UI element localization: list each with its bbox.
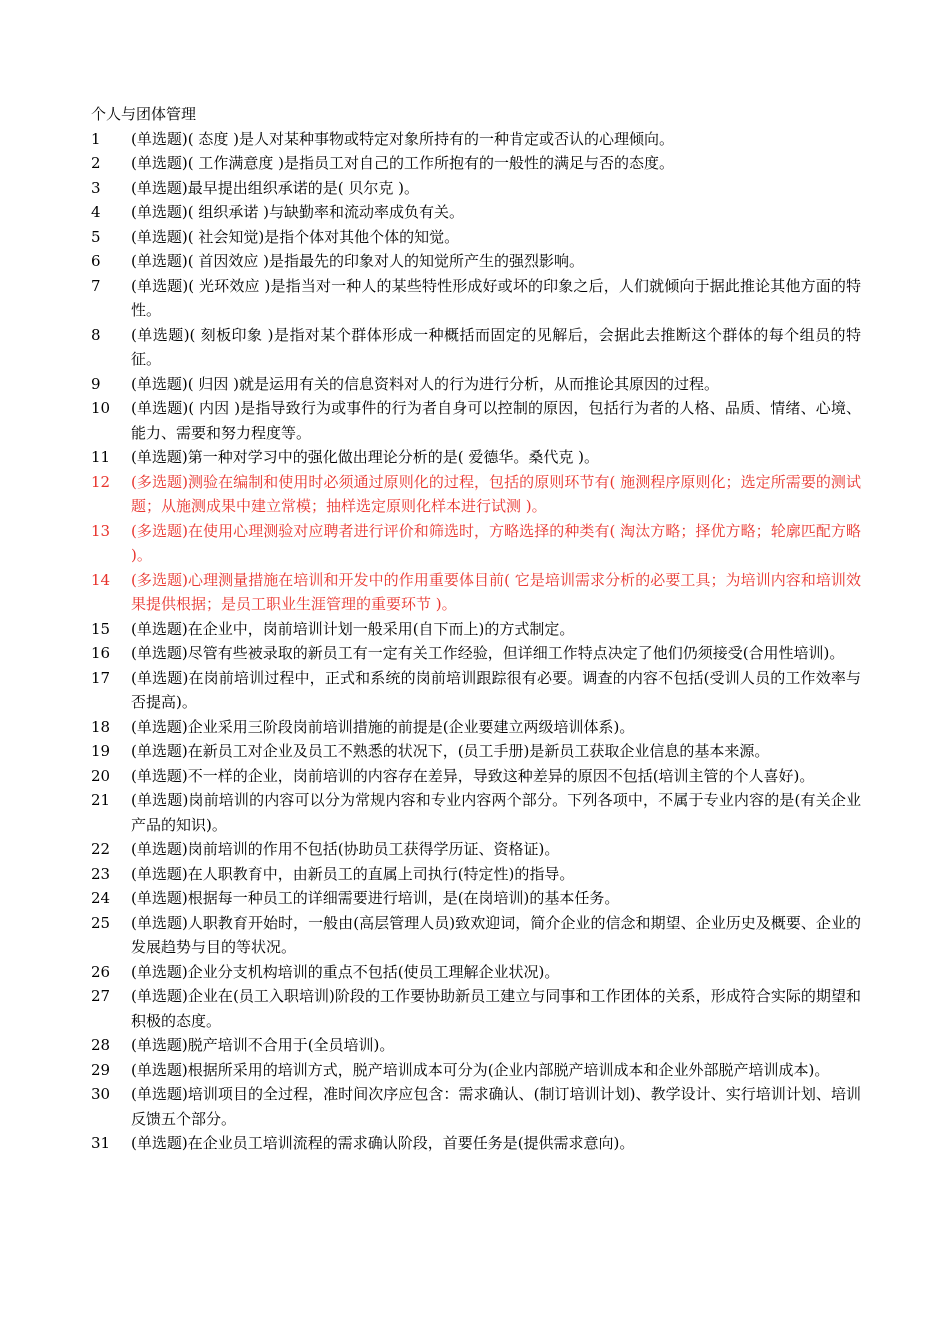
list-item (91, 274, 861, 323)
list-item (91, 911, 861, 960)
list-item (91, 249, 861, 274)
item-text: (多选题)测验在编制和使用时必须通过原则化的过程，包括的原则环节有( 施测程序原则化；选定所需要的测试题；从施测成果中建立常模；抽样选定原则化样本进行试测 )。 (131, 472, 861, 515)
item-number: 1 (91, 129, 101, 148)
list-item (91, 225, 861, 250)
item-number: 4 (91, 203, 101, 221)
item-number: 26 (91, 962, 111, 981)
item-text: (单选题)最早提出组织承诺的是( 贝尔克 )。 (131, 178, 419, 197)
list-item (91, 323, 861, 372)
item-number: 11 (91, 448, 111, 466)
item-text: (单选题)企业采用三阶段岗前培训措施的前提是(企业要建立两级培训体系)。 (131, 717, 635, 736)
list-item (91, 764, 861, 789)
item-number: 30 (91, 1085, 111, 1103)
item-number: 6 (91, 252, 101, 270)
item-number: 21 (91, 791, 111, 809)
item-number: 9 (91, 374, 101, 393)
item-text: (单选题)( 刻板印象 )是指对某个群体形成一种概括而固定的见解后，会据此去推断这个群体的每个组员的特征。 (131, 325, 861, 368)
item-number: 12 (91, 472, 111, 491)
list-item (91, 127, 861, 152)
item-number: 3 (91, 178, 101, 197)
list-item (91, 788, 861, 837)
list-item (91, 641, 861, 666)
item-text: (单选题)企业分支机构培训的重点不包括(使员工理解企业状况)。 (131, 962, 560, 981)
item-number: 10 (91, 399, 111, 417)
item-text: (单选题)根据每一种员工的详细需要进行培训，是(在岗培训)的基本任务。 (131, 889, 620, 907)
list-item (91, 617, 861, 642)
item-text: (单选题)在人职教育中，由新员工的直属上司执行(特定性)的指导。 (131, 864, 575, 883)
item-text: (多选题)心理测量措施在培训和开发中的作用重要体目前( 它是培训需求分析的必要工具；为培训内容和培训效果提供根据；是员工职业生涯管理的重要环节 )。 (131, 570, 861, 613)
item-text: (单选题)( 光环效应 )是指当对一种人的某些特性形成好或坏的印象之后，人们就倾向于据此推论其他方面的特性。 (131, 276, 861, 319)
list-item (91, 1033, 861, 1058)
item-number: 23 (91, 864, 111, 883)
item-number: 22 (91, 840, 111, 858)
list-item (91, 739, 861, 764)
item-number: 25 (91, 913, 111, 932)
item-number: 27 (91, 987, 111, 1005)
list-item (91, 519, 861, 568)
item-number: 7 (91, 276, 101, 295)
item-number: 28 (91, 1036, 111, 1054)
item-text: (单选题)第一种对学习中的强化做出理论分析的是( 爱德华。桑代克 )。 (131, 448, 599, 466)
list-item (91, 960, 861, 985)
item-text: (单选题)在新员工对企业及员工不熟悉的状况下，(员工手册)是新员工获取企业信息的基本来源。 (131, 742, 770, 760)
list-item (91, 470, 861, 519)
document-title: 个人与团体管理 (91, 105, 197, 123)
item-text: (单选题)在岗前培训过程中，正式和系统的岗前培训跟踪很有必要。调查的内容不包括(受训人员的工作效率与否提高)。 (131, 668, 861, 711)
question-list (91, 127, 861, 1156)
item-text: (单选题)( 首因效应 )是指最先的印象对人的知觉所产生的强烈影响。 (131, 252, 584, 270)
list-item (91, 862, 861, 887)
list-item (91, 1058, 861, 1083)
item-number: 17 (91, 668, 111, 687)
item-number: 20 (91, 766, 111, 785)
item-text: (单选题)人职教育开始时，一般由(高层管理人员)致欢迎词，简介企业的信念和期望、企业历史及概要、企业的发展趋势与目的等状况。 (131, 913, 861, 956)
item-number: 15 (91, 619, 111, 638)
list-item (91, 666, 861, 715)
item-text: (单选题)( 态度 )是人对某种事物或特定对象所持有的一种肯定或否认的心理倾向。 (131, 129, 674, 148)
item-number: 18 (91, 717, 111, 736)
item-number: 29 (91, 1060, 111, 1079)
item-number: 13 (91, 521, 111, 540)
item-text: (单选题)尽管有些被录取的新员工有一定有关工作经验，但详细工作特点决定了他们仍须接受(合用性培训)。 (131, 644, 845, 662)
list-item (91, 886, 861, 911)
list-item (91, 445, 861, 470)
item-text: (单选题)( 内因 )是指导致行为或事件的行为者自身可以控制的原因，包括行为者的人格、品质、情绪、心境、能力、需要和努力程度等。 (131, 399, 861, 442)
list-item (91, 984, 861, 1033)
item-text: (单选题)岗前培训的内容可以分为常规内容和专业内容两个部分。下列各项中，不属于专业内容的是(有关企业产品的知识)。 (131, 791, 861, 834)
list-item (91, 1082, 861, 1131)
item-number: 5 (91, 227, 101, 246)
item-text: (单选题)在企业员工培训流程的需求确认阶段，首要任务是(提供需求意向)。 (131, 1134, 635, 1152)
item-text: (单选题)企业在(员工入职培训)阶段的工作要协助新员工建立与同事和工作团体的关系，形成符合实际的期望和积极的态度。 (131, 987, 861, 1030)
item-number: 8 (91, 325, 101, 344)
list-item (91, 1131, 861, 1156)
item-text: (单选题)在企业中，岗前培训计划一般采用(自下而上)的方式制定。 (131, 619, 575, 638)
list-item (91, 176, 861, 201)
list-item (91, 715, 861, 740)
item-text: (单选题)培训项目的全过程，准时间次序应包含：需求确认、(制订培训计划)、教学设计、实行培训计划、培训反馈五个部分。 (131, 1085, 861, 1128)
document-page (91, 102, 861, 1156)
item-number: 2 (91, 154, 101, 172)
item-text: (单选题)( 工作满意度 )是指员工对自己的工作所抱有的一般性的满足与否的态度。 (131, 154, 674, 172)
item-number: 16 (91, 644, 111, 662)
list-item (91, 837, 861, 862)
item-text: (单选题)( 归因 )就是运用有关的信息资料对人的行为进行分析，从而推论其原因的过程。 (131, 374, 719, 393)
item-number: 19 (91, 742, 111, 760)
list-item (91, 396, 861, 445)
item-text: (单选题)不一样的企业，岗前培训的内容存在差异，导致这种差异的原因不包括(培训主管的个人喜好)。 (131, 766, 815, 785)
list-item (91, 568, 861, 617)
item-text: (单选题)( 组织承诺 )与缺勤率和流动率成负有关。 (131, 203, 464, 221)
list-item (91, 151, 861, 176)
item-number: 24 (91, 889, 111, 907)
item-text: (单选题)根据所采用的培训方式，脱产培训成本可分为(企业内部脱产培训成本和企业外部脱产培训成本)。 (131, 1060, 830, 1079)
list-item (91, 372, 861, 397)
item-text: (单选题)脱产培训不合用于(全员培训)。 (131, 1036, 395, 1054)
list-item (91, 200, 861, 225)
item-text: (多选题)在使用心理测验对应聘者进行评价和筛选时，方略选择的种类有( 淘汰方略；择优方略；轮廓匹配方略 )。 (131, 521, 861, 564)
item-text: (单选题)岗前培训的作用不包括(协助员工获得学历证、资格证)。 (131, 840, 560, 858)
item-number: 14 (91, 570, 111, 589)
item-number: 31 (91, 1134, 111, 1152)
item-text: (单选题)( 社会知觉)是指个体对其他个体的知觉。 (131, 227, 460, 246)
